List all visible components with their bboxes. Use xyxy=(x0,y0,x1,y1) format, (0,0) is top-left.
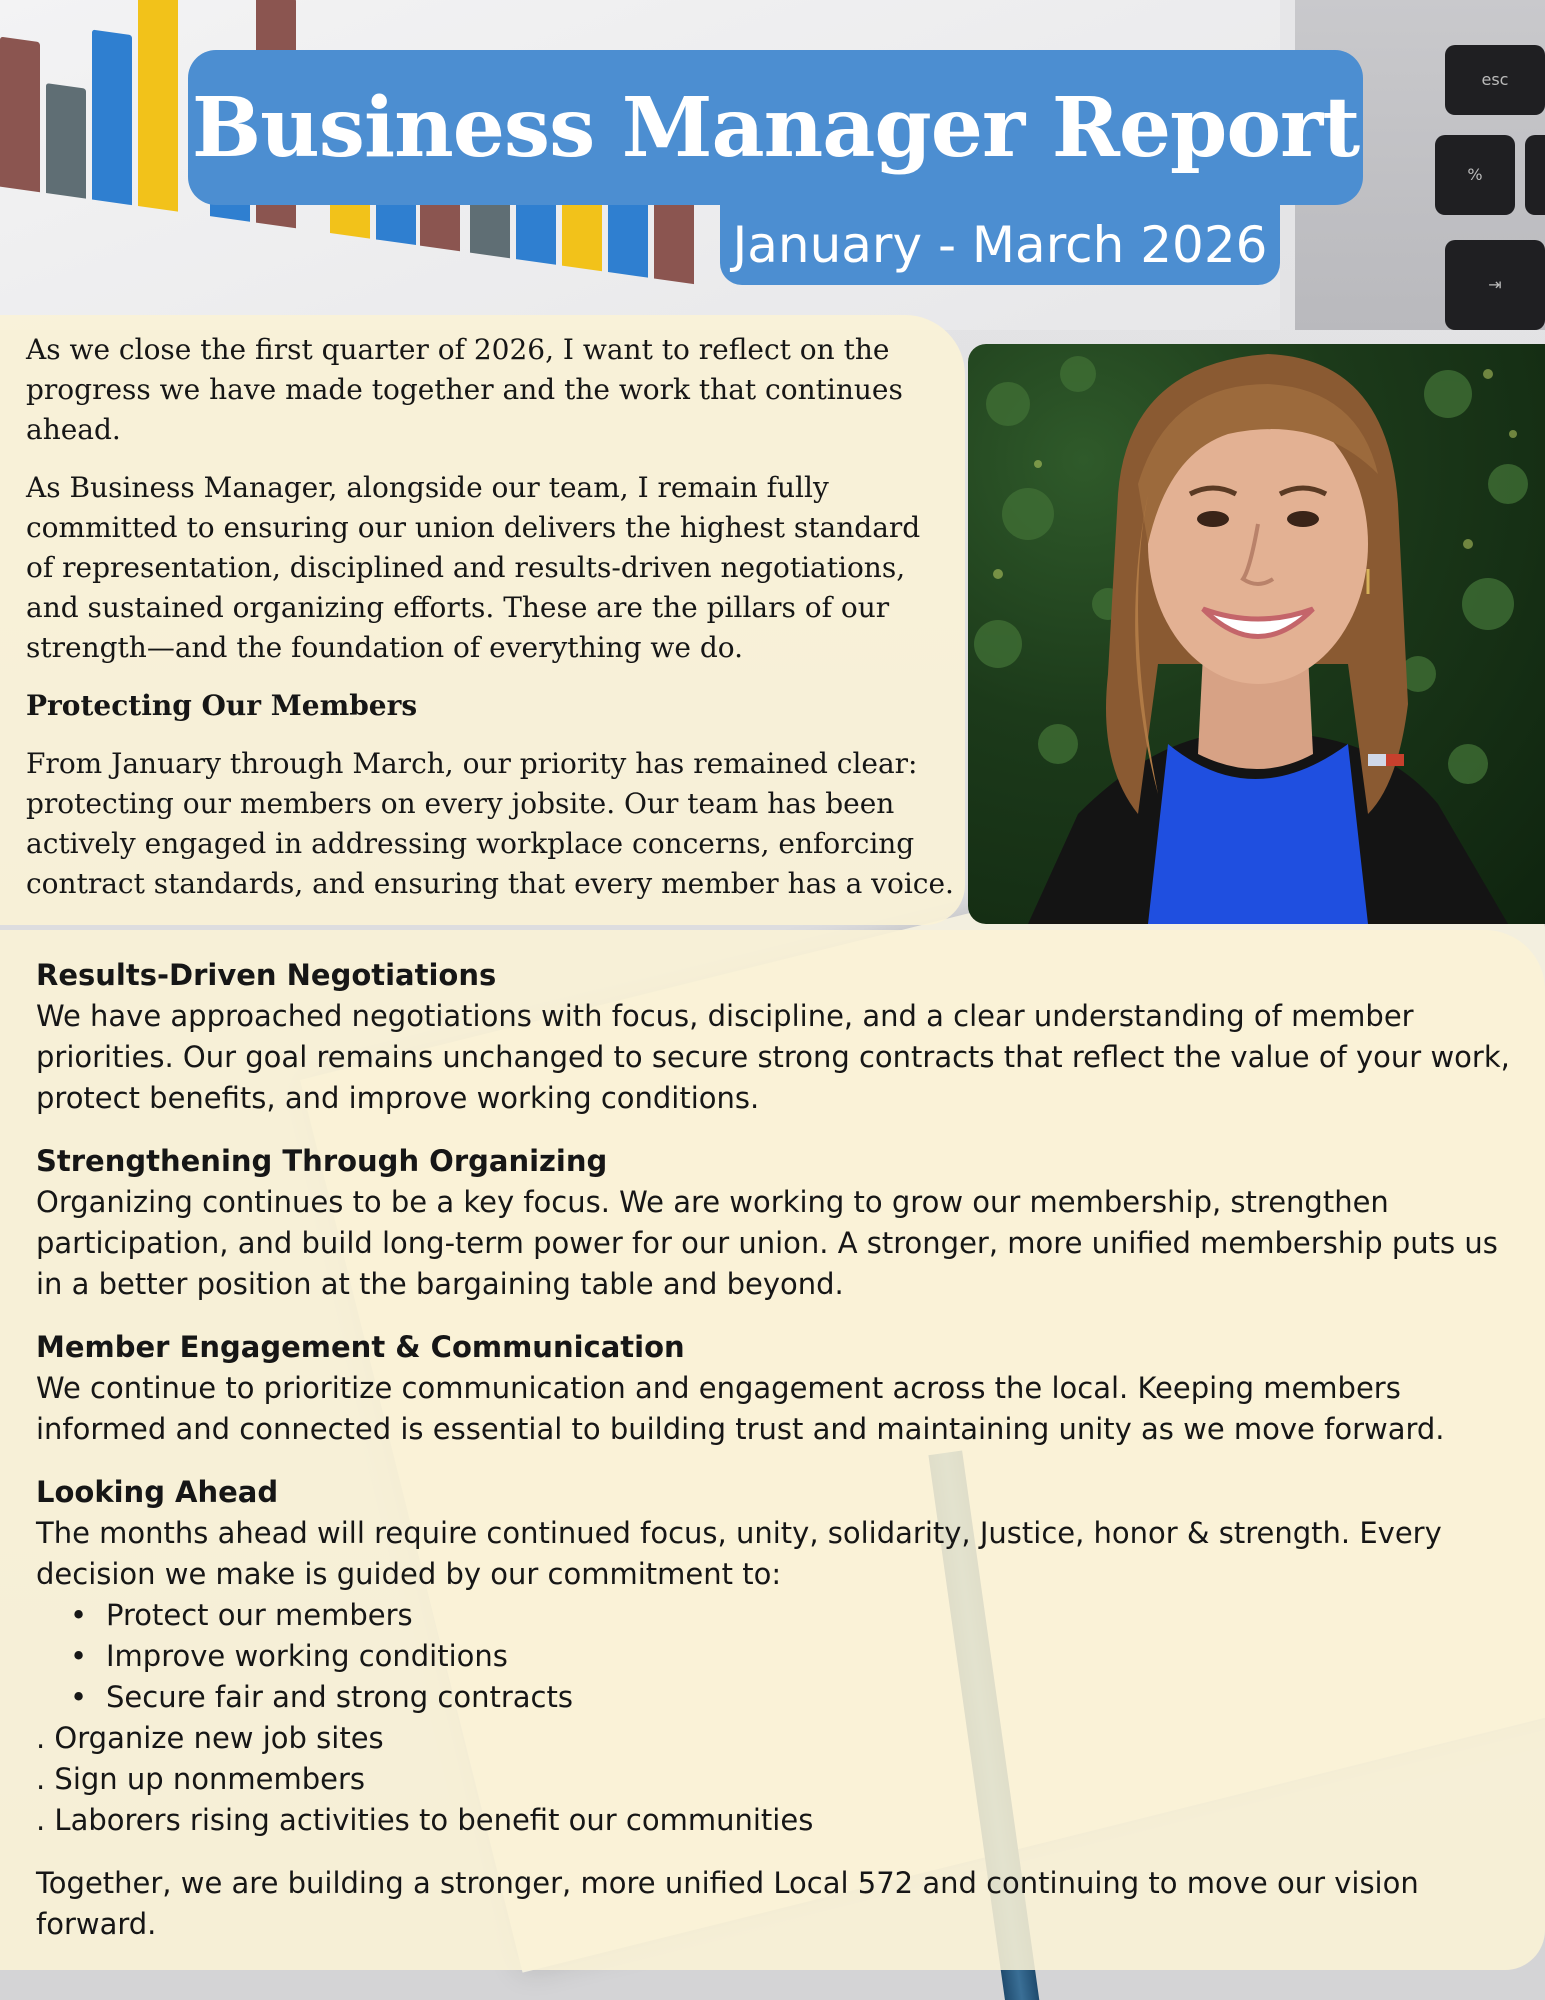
section-body: From January through March, our priority has remained clear: protecting our members on every jobsite. Our team has been actively engaged in addressing workplace concerns, enforcing contract standards, and ensuring that every member has a voice. xyxy=(26,747,954,900)
tab-key: ⇥ xyxy=(1445,240,1545,330)
list-item: • Improve working conditions xyxy=(106,1636,1516,1677)
key xyxy=(1525,135,1545,215)
intro-paragraph: As we close the first quarter of 2026, I want to reflect on the progress we have made together and the work that continues ahead. xyxy=(26,333,903,446)
protecting-section xyxy=(26,686,956,904)
chart-bar xyxy=(654,194,694,285)
section-body: We have approached negotiations with focus, discipline, and a clear understanding of member priorities. Our goal remains unchanged to secure strong contracts that reflect the value of your work, protect benefits, and improve working conditions. xyxy=(36,999,1510,1115)
engagement-section xyxy=(36,1327,1516,1450)
closing-paragraph: Together, we are building a stronger, more unified Local 572 and continuing to move our vision forward. xyxy=(36,1866,1419,1941)
negotiations-section xyxy=(36,955,1516,1119)
esc-key: esc xyxy=(1445,45,1545,115)
section-body: We continue to prioritize communication and engagement across the local. Keeping members informed and connected is essential to building trust and maintaining unity as we move forward. xyxy=(36,1371,1445,1446)
list-item: • Secure fair and strong contracts xyxy=(106,1677,1516,1718)
portrait-illustration xyxy=(968,344,1545,924)
date-range: January - March 2026 xyxy=(732,216,1268,274)
section-body: The months ahead will require continued focus, unity, solidarity, Justice, honor & strength. Every decision we make is guided by our commitment to: xyxy=(36,1516,1442,1591)
looking-ahead-section xyxy=(36,1472,1516,1841)
section-heading: Protecting Our Members xyxy=(26,689,418,722)
chart-bar xyxy=(0,37,40,193)
section-heading: Strengthening Through Organizing xyxy=(36,1144,608,1178)
chart-bar xyxy=(138,0,178,212)
percent-key: % xyxy=(1435,135,1515,215)
list-item: . Sign up nonmembers xyxy=(36,1762,366,1796)
date-banner xyxy=(720,205,1280,285)
details-content xyxy=(36,955,1516,1945)
title-banner xyxy=(188,50,1363,205)
section-heading: Results-Driven Negotiations xyxy=(36,958,497,992)
organizing-section xyxy=(36,1141,1516,1305)
section-heading: Looking Ahead xyxy=(36,1475,279,1509)
chart-bar xyxy=(46,83,86,199)
chart-bar xyxy=(92,30,132,206)
list-item: • Protect our members xyxy=(106,1595,1516,1636)
section-body: Organizing continues to be a key focus. We are working to grow our membership, strengthen participation, and build long-term power for our union. A stronger, more unified membership puts us in a better position at the bargaining table and beyond. xyxy=(36,1185,1498,1301)
commitment-list xyxy=(36,1595,1516,1718)
intro-content xyxy=(26,330,956,922)
intro-paragraph: As Business Manager, alongside our team, I remain fully committed to ensuring our union delivers the highest standard of representation, disciplined and results-driven negotiations, and sustained organizing efforts. These are the pillars of our strength—and the foundation of everything we do. xyxy=(26,471,921,664)
list-item: . Laborers rising activities to benefit our communities xyxy=(36,1803,814,1837)
section-heading: Member Engagement & Communication xyxy=(36,1330,685,1364)
page-title: Business Manager Report xyxy=(191,79,1360,176)
business-manager-portrait xyxy=(968,344,1545,924)
list-item: . Organize new job sites xyxy=(36,1721,384,1755)
